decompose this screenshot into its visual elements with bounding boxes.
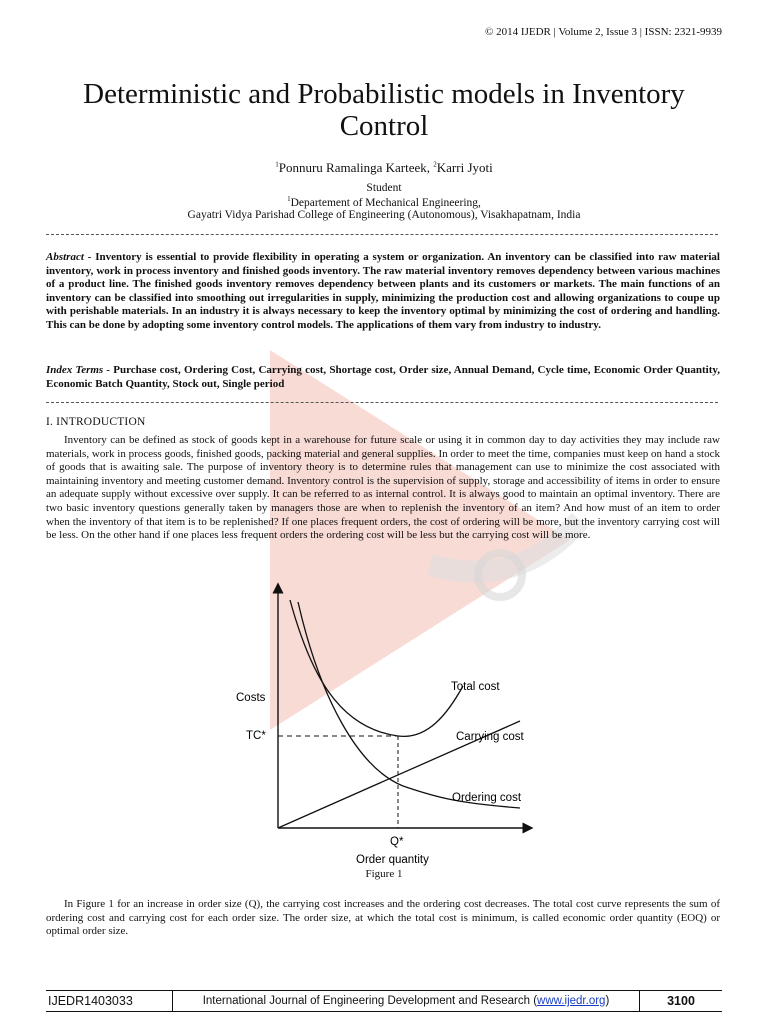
- tc-star-label: TC*: [246, 730, 266, 742]
- dept-sup: 1: [287, 195, 291, 203]
- footer-page-number: 3100: [639, 991, 722, 1011]
- title-line-2: Control: [339, 110, 429, 142]
- author-1: Ponnuru Ramalinga Karteek,: [278, 160, 434, 175]
- journal-citation-header: © 2014 IJEDR | Volume 2, Issue 3 | ISSN: 2321-9939: [485, 26, 722, 38]
- total-cost-curve: [290, 600, 463, 736]
- carrying-cost-label: Carrying cost: [456, 731, 524, 743]
- author-line: [0, 160, 768, 176]
- footer-journal-name: International Journal of Engineering Development and Research (: [202, 995, 538, 1007]
- abstract: [46, 251, 720, 333]
- abstract-text: Inventory is essential to provide flexibility in operating a system or organization. An inventory can be classified into raw material inventory, work in process inventory and finished goods inventory. The raw material inventory removes dependency between various machines of a product line. The finished goods inventory removes dependency between plants and its customers or markets. The main functions of an inventory can be classified into smoothing out irregularities in supply, minimizing the production cost and allowing organizations to coupe up with perishable materials. In an industry it is always necessary to keep the inventory optimal by minimizing the cost of ordering and handling. This can be done by adopting some inventory control models. The applications of them vary from industry to industry.: [46, 251, 720, 331]
- footer-journal-close: ): [605, 995, 610, 1007]
- title-line-1: Deterministic and Probabilistic models in Inventory: [83, 78, 685, 110]
- journal-website-link[interactable]: www.ijedr.org: [537, 995, 606, 1007]
- q-star-label: Q*: [390, 836, 404, 848]
- section-heading-introduction: I. INTRODUCTION: [46, 416, 146, 428]
- abstract-label: Abstract -: [46, 251, 96, 263]
- figure-1-caption: Figure 1: [365, 868, 403, 880]
- ordering-cost-curve: [298, 602, 520, 808]
- page-footer: [46, 990, 722, 1012]
- paper-title: [30, 78, 738, 142]
- affiliation-department: [0, 195, 768, 209]
- footer-journal: [173, 995, 639, 1007]
- order-quantity-label: Order quantity: [356, 854, 429, 866]
- costs-axis-label: Costs: [236, 692, 266, 704]
- ordering-cost-label: Ordering cost: [452, 792, 522, 804]
- author-2: Karri Jyoti: [436, 160, 493, 175]
- index-terms-label: Index Terms -: [46, 364, 114, 376]
- divider-bottom: [46, 402, 718, 403]
- affiliation-college: Gayatri Vidya Parishad College of Engineering (Autonomous), Visakhapatnam, India: [187, 209, 581, 221]
- dept-text: Departement of Mechanical Engineering,: [290, 196, 481, 209]
- divider-top: [46, 234, 718, 235]
- author1-sup: 1: [275, 160, 279, 169]
- intro-paragraph-2: In Figure 1 for an increase in order size (Q), the carrying cost increases and the ordering cost decreases. The total cost curve represents the sum of ordering cost and carrying cost for each order size. The order size, at which the total cost is minimum, is called economic order quantity (EOQ) or optimal order size.: [46, 898, 720, 938]
- footer-paper-id: IJEDR1403033: [46, 991, 173, 1011]
- index-terms-text: Purchase cost, Ordering Cost, Carrying cost, Shortage cost, Order size, Annual Demand, Cycle time, Economic Order Quantity, Economic Batch Quantity, Stock out, Single period: [46, 364, 720, 390]
- intro-paragraph-1: Inventory can be defined as stock of goods kept in a warehouse for future scale or using it in common day to day activities they may include raw materials, work in process goods, finished goods, packing material and general supplies. In order to meet the time, companies must keep on hand a stock of goods that is awaiting sale. The purpose of inventory theory is to determine rules that management can use to minimize the cost associated with maintaining inventory and meeting customer demand. Inventory control is the supervision of supply, storage and accessibility of items in order to ensure an adequate supply without excessive over supply. It can be referred to as internal control. It is always good to maintain an optimal inventory. There are two basic inventory questions generally taken by managers those are when to replenish the inventory of an item? And how must of an item to order when the inventory of that item is to be replenished? If one places frequent orders, the cost of ordering will be more, but the inventory carrying cost will be less. On the other hand if one places less frequent orders the ordering cost will be less but the carrying cost will be more.: [46, 434, 720, 542]
- total-cost-label: Total cost: [451, 681, 500, 693]
- affiliation-role: Student: [366, 182, 402, 194]
- author2-sup: 2: [433, 160, 437, 169]
- index-terms: [46, 364, 720, 391]
- figure-1-eoq-chart: [228, 578, 548, 868]
